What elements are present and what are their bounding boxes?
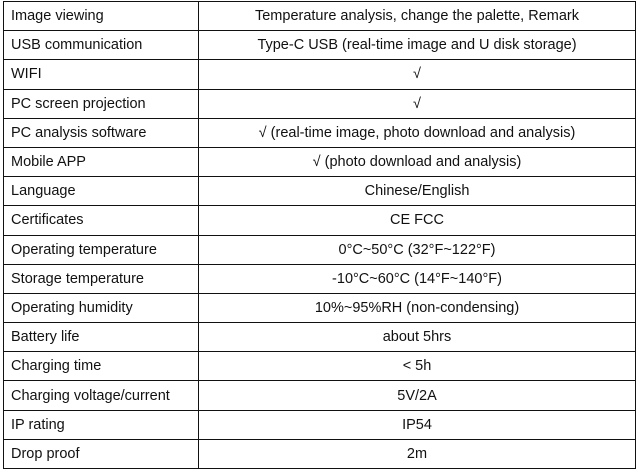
spec-value: -10°C~60°C (14°F~140°F) (199, 264, 636, 293)
table-row (4, 118, 636, 147)
spec-label: Language (4, 177, 199, 206)
spec-value: about 5hrs (199, 323, 636, 352)
table-row (4, 293, 636, 322)
spec-value: 5V/2A (199, 381, 636, 410)
spec-label: Operating temperature (4, 235, 199, 264)
spec-table-body (4, 2, 636, 469)
spec-value: IP54 (199, 410, 636, 439)
table-row (4, 31, 636, 60)
table-row (4, 2, 636, 31)
spec-label: IP rating (4, 410, 199, 439)
spec-value: Temperature analysis, change the palette, Remark (199, 2, 636, 31)
table-row (4, 235, 636, 264)
spec-value: 10%~95%RH (non-condensing) (199, 293, 636, 322)
table-row (4, 60, 636, 89)
table-row (4, 264, 636, 293)
spec-label: Battery life (4, 323, 199, 352)
spec-value: Type-C USB (real-time image and U disk storage) (199, 31, 636, 60)
spec-value: √ (photo download and analysis) (199, 147, 636, 176)
table-row (4, 147, 636, 176)
spec-value: 2m (199, 439, 636, 468)
table-row (4, 323, 636, 352)
spec-label: WIFI (4, 60, 199, 89)
spec-label: PC analysis software (4, 118, 199, 147)
spec-label: Drop proof (4, 439, 199, 468)
spec-table (3, 1, 636, 469)
spec-value: CE FCC (199, 206, 636, 235)
spec-value: Chinese/English (199, 177, 636, 206)
spec-label: Charging time (4, 352, 199, 381)
spec-label: Charging voltage/current (4, 381, 199, 410)
spec-value: √ (real-time image, photo download and analysis) (199, 118, 636, 147)
table-row (4, 206, 636, 235)
table-row (4, 381, 636, 410)
spec-label: USB communication (4, 31, 199, 60)
table-row (4, 410, 636, 439)
table-row (4, 439, 636, 468)
spec-value: √ (199, 89, 636, 118)
spec-label: Storage temperature (4, 264, 199, 293)
spec-label: PC screen projection (4, 89, 199, 118)
table-row (4, 177, 636, 206)
spec-value: < 5h (199, 352, 636, 381)
spec-label: Image viewing (4, 2, 199, 31)
spec-value: 0°C~50°C (32°F~122°F) (199, 235, 636, 264)
spec-label: Certificates (4, 206, 199, 235)
table-row (4, 89, 636, 118)
spec-value: √ (199, 60, 636, 89)
spec-label: Operating humidity (4, 293, 199, 322)
table-row (4, 352, 636, 381)
spec-label: Mobile APP (4, 147, 199, 176)
